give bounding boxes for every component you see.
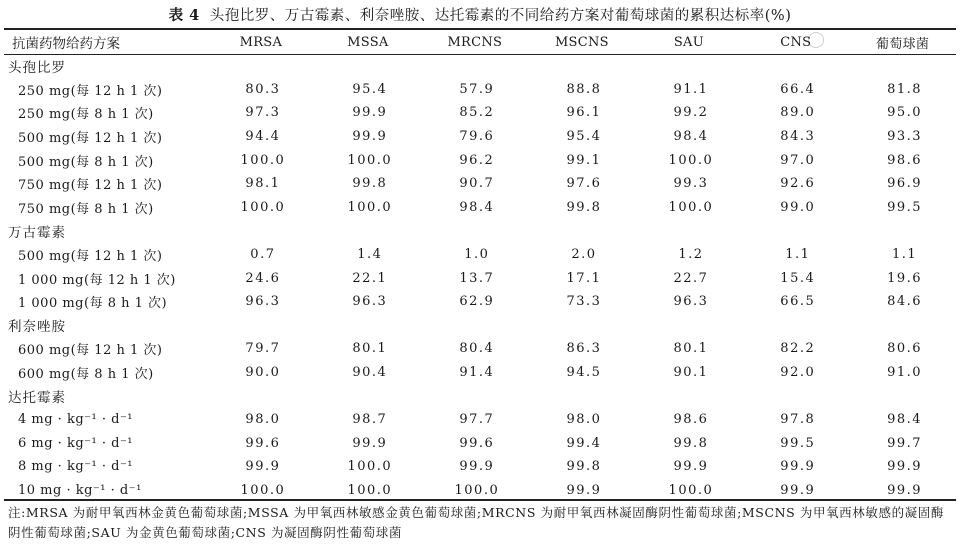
regimen-label: 6 mg · kg⁻¹ · d⁻¹ [18,435,134,451]
group-row [4,314,956,338]
value-cell: 100.0 [347,482,393,498]
value-cell: 96.9 [887,176,923,192]
value-cell: 1.2 [678,247,704,263]
value-cell: 57.9 [459,81,495,97]
value-cell: 92.0 [780,365,816,381]
drug-group-label: 利奈唑胺 [8,319,66,336]
value-cell: 90.0 [245,365,281,381]
value-cell: 97.7 [459,412,495,428]
value-cell: 99.5 [780,435,816,451]
value-cell: 81.8 [887,81,923,97]
value-cell: 95.4 [352,81,388,97]
value-cell: 99.7 [887,435,923,451]
regimen-label: 10 mg · kg⁻¹ · d⁻¹ [18,482,142,498]
value-cell: 99.9 [887,459,923,475]
value-cell: 98.7 [352,412,388,428]
value-cell: 99.9 [459,459,495,475]
value-cell: 80.1 [673,341,709,357]
header-col-1: MRSA [239,34,283,50]
value-cell: 97.6 [566,176,602,192]
header-col-6: CNS [780,34,812,50]
value-cell: 2.0 [571,247,597,263]
table-row [4,337,956,361]
value-cell: 100.0 [668,482,714,498]
value-cell: 79.6 [459,129,495,145]
value-cell: 100.0 [454,482,500,498]
header-col-5: SAU [673,34,704,50]
value-cell: 82.2 [780,341,816,357]
value-cell: 100.0 [668,199,714,215]
value-cell: 84.6 [887,294,923,310]
value-cell: 98.0 [566,412,602,428]
value-cell: 99.9 [673,459,709,475]
value-cell: 96.3 [352,294,388,310]
value-cell: 79.7 [245,341,281,357]
regimen-label: 500 mg(每 12 h 1 次) [18,249,163,265]
value-cell: 1.1 [891,247,918,263]
value-cell: 19.6 [887,270,923,286]
table-row [4,266,956,290]
value-cell: 92.6 [780,176,816,192]
value-cell: 100.0 [347,199,393,215]
value-cell: 99.9 [780,459,816,475]
value-cell: 90.4 [352,365,388,381]
value-cell: 97.8 [780,412,816,428]
value-cell: 90.1 [673,365,709,381]
value-cell: 99.9 [352,129,388,145]
value-cell: 99.8 [566,459,602,475]
table-row [4,78,956,102]
regimen-label: 500 mg(每 12 h 1 次) [18,131,163,147]
table-row [4,361,956,385]
value-cell: 95.0 [887,105,923,121]
value-cell: 80.4 [459,341,495,357]
table-row [4,479,956,503]
value-cell: 91.0 [887,365,923,381]
table-body [4,54,956,502]
value-cell: 62.9 [459,294,495,310]
value-cell: 93.3 [887,129,923,145]
value-cell: 13.7 [459,270,495,286]
table-row [4,196,956,220]
table-row [4,432,956,456]
regimen-label: 600 mg(每 8 h 1 次) [18,367,154,383]
value-cell: 89.0 [780,105,816,121]
value-cell: 99.9 [352,105,388,121]
regimen-label: 500 mg(每 8 h 1 次) [18,154,154,170]
header-col-7: 葡萄球菌 [875,36,930,52]
header-col-4: MSCNS [554,34,609,50]
value-cell: 99.2 [673,105,709,121]
value-cell: 1.0 [464,247,490,263]
value-cell: 99.5 [887,199,923,215]
group-row [4,54,956,78]
header-regimen: 抗菌药物给药方案 [12,36,120,52]
value-cell: 73.3 [566,294,602,310]
value-cell: 100.0 [668,152,714,168]
value-cell: 99.9 [887,482,923,498]
value-cell: 97.0 [780,152,816,168]
value-cell: 98.6 [673,412,709,428]
value-cell: 94.4 [245,129,281,145]
table-caption [0,4,960,25]
value-cell: 100.0 [240,152,286,168]
drug-group-label: 达托霉素 [8,390,66,407]
value-cell: 99.1 [566,152,602,168]
value-cell: 24.6 [245,270,281,286]
drug-group-label: 头孢比罗 [8,59,66,76]
value-cell: 1.1 [785,247,811,263]
value-cell: 99.8 [673,435,709,451]
table-row [4,148,956,172]
value-cell: 22.1 [352,270,388,286]
value-cell: 95.4 [566,129,602,145]
value-cell: 99.9 [245,459,281,475]
regimen-label: 8 mg · kg⁻¹ · d⁻¹ [18,459,134,475]
drug-group-label: 万古霉素 [8,224,66,241]
value-cell: 99.8 [566,199,602,215]
value-cell: 98.4 [673,129,709,145]
table-number: 表 4 [168,7,200,24]
value-cell: 15.4 [780,270,816,286]
value-cell: 99.3 [673,176,709,192]
value-cell: 98.1 [245,176,281,192]
value-cell: 98.0 [245,412,281,428]
value-cell: 97.3 [245,105,281,121]
value-cell: 22.7 [673,270,709,286]
value-cell: 86.3 [566,341,602,357]
table-row [4,172,956,196]
value-cell: 96.3 [673,294,709,310]
table-header-row [4,30,956,54]
value-cell: 91.4 [459,365,495,381]
value-cell: 66.5 [780,294,816,310]
regimen-label: 1 000 mg(每 12 h 1 次) [18,272,176,288]
value-cell: 96.2 [459,152,495,168]
value-cell: 80.3 [245,81,281,97]
regimen-label: 250 mg(每 8 h 1 次) [18,107,154,123]
table-title: 头孢比罗、万古霉素、利奈唑胺、达托霉素的不同给药方案对葡萄球菌的累积达标率(%) [209,8,792,24]
regimen-label: 4 mg · kg⁻¹ · d⁻¹ [18,412,134,428]
value-cell: 90.7 [459,176,495,192]
value-cell: 17.1 [566,270,602,286]
value-cell: 99.9 [352,435,388,451]
value-cell: 98.4 [887,412,923,428]
value-cell: 66.4 [780,81,816,97]
value-cell: 0.7 [250,247,276,263]
value-cell: 88.8 [566,81,602,97]
table-row [4,455,956,479]
table-row [4,243,956,267]
value-cell: 100.0 [240,482,286,498]
value-cell: 99.6 [245,435,281,451]
value-cell: 99.4 [566,435,602,451]
value-cell: 99.0 [780,199,816,215]
table-row [4,125,956,149]
value-cell: 98.6 [887,152,923,168]
value-cell: 84.3 [780,129,816,145]
value-cell: 99.6 [459,435,495,451]
table-row [4,290,956,314]
value-cell: 100.0 [347,459,393,475]
regimen-label: 750 mg(每 8 h 1 次) [18,201,154,217]
regimen-label: 750 mg(每 12 h 1 次) [18,178,163,194]
regimen-label: 1 000 mg(每 8 h 1 次) [18,296,168,312]
value-cell: 80.6 [887,341,923,357]
table-footnote: 注:MRSA 为耐甲氧西林金黄色葡萄球菌;MSSA 为甲氧西林敏感金黄色葡萄球菌;MRCNS 为耐甲氧西林凝固酶阴性葡萄球菌;MSCNS 为甲氧西林敏感的凝固酶阴性葡萄球菌;SAU 为金黄色葡萄球菌;CNS 为凝固酶阴性葡萄球菌 [8,505,944,540]
value-cell: 96.3 [245,294,281,310]
header-col-2: MSSA [347,34,389,50]
value-cell: 94.5 [566,365,602,381]
value-cell: 99.9 [780,482,816,498]
value-cell: 85.2 [459,105,495,121]
results-table [4,30,956,502]
table-row [4,408,956,432]
regimen-label: 250 mg(每 12 h 1 次) [18,83,163,99]
table-row [4,101,956,125]
regimen-label: 600 mg(每 12 h 1 次) [18,343,163,359]
group-row [4,384,956,408]
value-cell: 100.0 [240,199,286,215]
value-cell: 99.9 [566,482,602,498]
value-cell: 80.1 [352,341,388,357]
value-cell: 100.0 [347,152,393,168]
value-cell: 96.1 [566,105,602,121]
group-row [4,219,956,243]
value-cell: 1.4 [357,247,383,263]
header-col-3: MRCNS [447,34,503,50]
value-cell: 98.4 [459,199,495,215]
value-cell: 91.1 [673,81,709,97]
value-cell: 99.8 [352,176,388,192]
